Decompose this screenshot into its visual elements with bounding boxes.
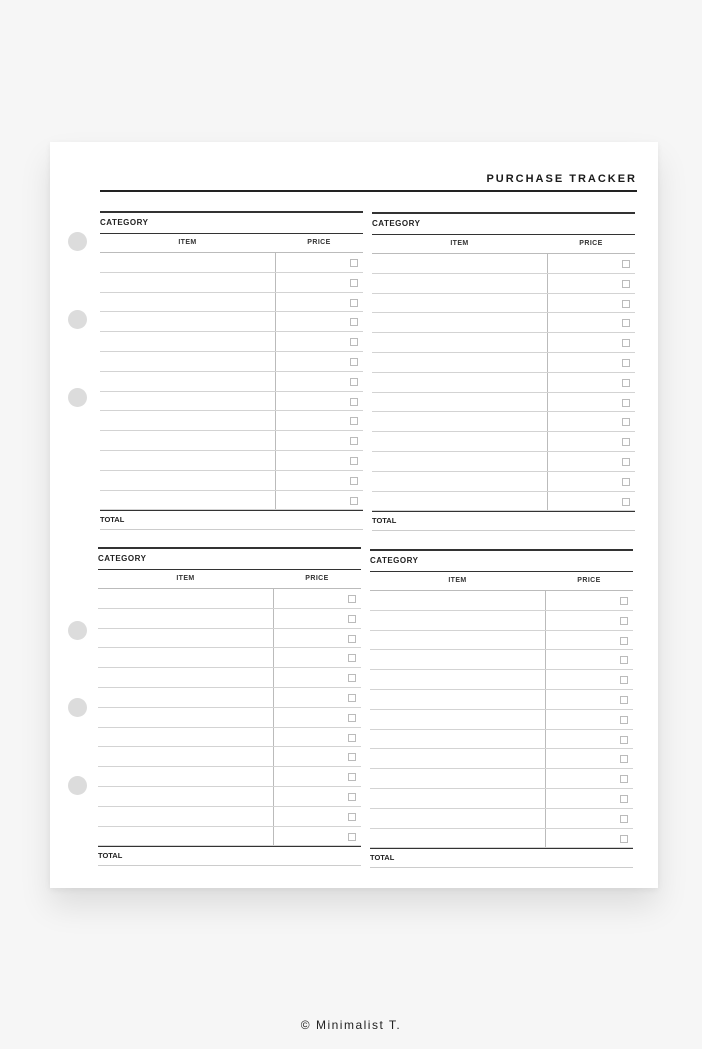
price-cell[interactable]: [548, 294, 635, 313]
table-row: [100, 451, 363, 471]
item-cell[interactable]: [100, 273, 276, 292]
punch-hole: [68, 776, 87, 795]
price-cell[interactable]: [548, 313, 635, 332]
total-label: TOTAL: [98, 846, 361, 866]
checkbox[interactable]: [350, 279, 358, 287]
category-label: CATEGORY: [372, 218, 421, 228]
price-cell[interactable]: [276, 332, 363, 351]
table-row: [370, 809, 633, 829]
table-row: [372, 274, 635, 294]
item-cell[interactable]: [372, 373, 548, 392]
checkbox[interactable]: [350, 318, 358, 326]
price-cell[interactable]: [548, 353, 635, 372]
price-cell[interactable]: [276, 352, 363, 371]
table-row: [372, 373, 635, 393]
checkbox[interactable]: [622, 438, 630, 446]
table-row: [372, 432, 635, 452]
price-cell[interactable]: [276, 312, 363, 331]
item-cell[interactable]: [372, 313, 548, 332]
item-cell[interactable]: [372, 353, 548, 372]
item-cell[interactable]: [98, 609, 274, 628]
item-cell[interactable]: [98, 668, 274, 687]
price-cell[interactable]: [276, 451, 363, 470]
price-cell[interactable]: [276, 411, 363, 430]
checkbox[interactable]: [622, 260, 630, 268]
table-row: [370, 591, 633, 611]
column-header: [98, 570, 361, 589]
table-row: [98, 767, 361, 787]
item-cell[interactable]: [100, 332, 276, 351]
price-cell[interactable]: [274, 668, 361, 687]
table-row: [370, 631, 633, 651]
checkbox[interactable]: [620, 617, 628, 625]
checkbox[interactable]: [350, 497, 358, 505]
table-row: [98, 827, 361, 847]
price-cell[interactable]: [274, 629, 361, 648]
price-cell[interactable]: [546, 591, 633, 610]
checkbox[interactable]: [350, 338, 358, 346]
table-row: [370, 650, 633, 670]
checkbox[interactable]: [348, 773, 356, 781]
price-cell[interactable]: [546, 809, 633, 828]
item-cell[interactable]: [98, 648, 274, 667]
price-cell[interactable]: [548, 274, 635, 293]
checkbox[interactable]: [622, 399, 630, 407]
item-cell[interactable]: [370, 650, 546, 669]
table-row: [98, 629, 361, 649]
total-label: TOTAL: [370, 848, 633, 868]
item-cell[interactable]: [98, 728, 274, 747]
checkbox[interactable]: [620, 597, 628, 605]
price-cell[interactable]: [548, 254, 635, 273]
table-row: [370, 611, 633, 631]
checkbox[interactable]: [348, 654, 356, 662]
punch-hole: [68, 621, 87, 640]
table-row: [100, 471, 363, 491]
tracker-block-bottom-left: [98, 547, 361, 866]
table-row: [370, 789, 633, 809]
table-row: [370, 730, 633, 750]
item-cell[interactable]: [100, 411, 276, 430]
checkbox[interactable]: [620, 775, 628, 783]
item-cell[interactable]: [370, 749, 546, 768]
checkbox[interactable]: [622, 319, 630, 327]
price-header: PRICE: [305, 575, 329, 582]
page-title: PURCHASE TRACKER: [486, 173, 637, 185]
item-cell[interactable]: [370, 730, 546, 749]
price-cell[interactable]: [548, 412, 635, 431]
price-cell[interactable]: [548, 472, 635, 491]
price-cell[interactable]: [274, 827, 361, 846]
price-cell[interactable]: [546, 730, 633, 749]
planner-page: [50, 142, 658, 888]
tracker-block-top-left: [100, 211, 363, 530]
checkbox[interactable]: [350, 437, 358, 445]
category-label: CATEGORY: [98, 553, 147, 563]
table-row: [98, 747, 361, 767]
item-cell[interactable]: [100, 431, 276, 450]
item-cell[interactable]: [100, 352, 276, 371]
price-cell[interactable]: [274, 609, 361, 628]
table-row: [370, 829, 633, 849]
item-cell[interactable]: [372, 333, 548, 352]
table-row: [372, 492, 635, 512]
price-header: PRICE: [577, 577, 601, 584]
copyright-footer: © Minimalist T.: [300, 1018, 402, 1032]
item-cell[interactable]: [372, 274, 548, 293]
checkbox[interactable]: [348, 615, 356, 623]
item-cell[interactable]: [98, 747, 274, 766]
checkbox[interactable]: [348, 753, 356, 761]
table-row: [372, 452, 635, 472]
price-cell[interactable]: [546, 690, 633, 709]
price-cell[interactable]: [546, 829, 633, 848]
table-row: [98, 648, 361, 668]
table-row: [370, 690, 633, 710]
item-cell[interactable]: [370, 670, 546, 689]
price-cell[interactable]: [276, 392, 363, 411]
item-cell[interactable]: [370, 809, 546, 828]
item-cell[interactable]: [372, 472, 548, 491]
table-row: [370, 710, 633, 730]
item-cell[interactable]: [100, 392, 276, 411]
item-cell[interactable]: [100, 451, 276, 470]
checkbox[interactable]: [350, 259, 358, 267]
checkbox[interactable]: [350, 398, 358, 406]
item-cell[interactable]: [100, 293, 276, 312]
item-cell[interactable]: [372, 254, 548, 273]
price-cell[interactable]: [546, 749, 633, 768]
checkbox[interactable]: [620, 716, 628, 724]
category-label: CATEGORY: [370, 555, 419, 565]
price-cell[interactable]: [546, 789, 633, 808]
price-cell[interactable]: [276, 253, 363, 272]
column-header: [100, 234, 363, 253]
table-row: [98, 807, 361, 827]
checkbox[interactable]: [348, 734, 356, 742]
table-row: [372, 333, 635, 353]
item-cell[interactable]: [370, 591, 546, 610]
total-label: TOTAL: [100, 510, 363, 530]
price-cell[interactable]: [546, 650, 633, 669]
price-cell[interactable]: [276, 293, 363, 312]
item-cell[interactable]: [98, 767, 274, 786]
column-header: [372, 235, 635, 254]
table-row: [372, 393, 635, 413]
checkbox[interactable]: [620, 676, 628, 684]
price-cell[interactable]: [548, 393, 635, 412]
checkbox[interactable]: [348, 714, 356, 722]
price-header: PRICE: [579, 240, 603, 247]
table-row: [372, 472, 635, 492]
table-row: [372, 294, 635, 314]
price-cell[interactable]: [276, 491, 363, 510]
item-cell[interactable]: [370, 769, 546, 788]
item-cell[interactable]: [100, 471, 276, 490]
punch-hole: [68, 698, 87, 717]
checkbox[interactable]: [622, 300, 630, 308]
item-cell[interactable]: [370, 690, 546, 709]
item-cell[interactable]: [98, 787, 274, 806]
table-row: [100, 253, 363, 273]
price-cell[interactable]: [274, 747, 361, 766]
item-cell[interactable]: [100, 253, 276, 272]
tracker-block-bottom-right: [370, 549, 633, 868]
table-row: [100, 332, 363, 352]
price-cell[interactable]: [276, 372, 363, 391]
price-cell[interactable]: [548, 373, 635, 392]
checkbox[interactable]: [620, 736, 628, 744]
item-cell[interactable]: [98, 629, 274, 648]
checkbox[interactable]: [350, 477, 358, 485]
title-divider: [100, 190, 637, 192]
table-row: [372, 412, 635, 432]
checkbox[interactable]: [350, 378, 358, 386]
price-cell[interactable]: [274, 767, 361, 786]
checkbox[interactable]: [622, 458, 630, 466]
table-row: [100, 392, 363, 412]
item-cell[interactable]: [100, 491, 276, 510]
table-row: [98, 728, 361, 748]
price-cell[interactable]: [548, 432, 635, 451]
checkbox[interactable]: [348, 595, 356, 603]
item-cell[interactable]: [98, 807, 274, 826]
item-cell[interactable]: [98, 688, 274, 707]
item-cell[interactable]: [98, 589, 274, 608]
price-cell[interactable]: [546, 670, 633, 689]
checkbox[interactable]: [620, 835, 628, 843]
table-row: [100, 352, 363, 372]
table-row: [98, 787, 361, 807]
item-cell[interactable]: [372, 412, 548, 431]
price-cell[interactable]: [548, 492, 635, 511]
checkbox[interactable]: [350, 299, 358, 307]
item-header: ITEM: [448, 577, 467, 584]
price-cell[interactable]: [276, 471, 363, 490]
checkbox[interactable]: [348, 674, 356, 682]
column-header: [370, 572, 633, 591]
price-cell[interactable]: [274, 708, 361, 727]
table-row: [100, 372, 363, 392]
checkbox[interactable]: [350, 358, 358, 366]
table-row: [98, 609, 361, 629]
item-cell[interactable]: [372, 294, 548, 313]
table-row: [100, 293, 363, 313]
item-header: ITEM: [178, 239, 197, 246]
checkbox[interactable]: [622, 339, 630, 347]
price-cell[interactable]: [546, 611, 633, 630]
checkbox[interactable]: [622, 359, 630, 367]
checkbox[interactable]: [622, 498, 630, 506]
table-row: [372, 353, 635, 373]
checkbox[interactable]: [350, 417, 358, 425]
item-cell[interactable]: [372, 393, 548, 412]
checkbox[interactable]: [348, 793, 356, 801]
item-cell[interactable]: [372, 432, 548, 451]
item-cell[interactable]: [370, 829, 546, 848]
item-cell[interactable]: [370, 789, 546, 808]
price-header: PRICE: [307, 239, 331, 246]
table-row: [372, 254, 635, 274]
checkbox[interactable]: [348, 694, 356, 702]
punch-hole: [68, 232, 87, 251]
table-row: [370, 749, 633, 769]
punch-hole: [68, 310, 87, 329]
price-cell[interactable]: [274, 787, 361, 806]
punch-hole: [68, 388, 87, 407]
total-label: TOTAL: [372, 511, 635, 531]
checkbox[interactable]: [350, 457, 358, 465]
table-row: [98, 708, 361, 728]
table-row: [100, 312, 363, 332]
checkbox[interactable]: [620, 755, 628, 763]
checkbox[interactable]: [620, 815, 628, 823]
item-cell[interactable]: [100, 372, 276, 391]
price-cell[interactable]: [274, 728, 361, 747]
table-row: [100, 273, 363, 293]
item-cell[interactable]: [372, 452, 548, 471]
item-cell[interactable]: [98, 708, 274, 727]
price-cell[interactable]: [546, 710, 633, 729]
item-cell[interactable]: [372, 492, 548, 511]
table-row: [98, 668, 361, 688]
category-label: CATEGORY: [100, 217, 149, 227]
price-cell[interactable]: [274, 688, 361, 707]
item-header: ITEM: [176, 575, 195, 582]
item-cell[interactable]: [370, 611, 546, 630]
checkbox[interactable]: [620, 637, 628, 645]
item-cell[interactable]: [370, 710, 546, 729]
table-row: [98, 589, 361, 609]
price-cell[interactable]: [548, 333, 635, 352]
price-cell[interactable]: [276, 431, 363, 450]
price-cell[interactable]: [276, 273, 363, 292]
item-cell[interactable]: [98, 827, 274, 846]
table-row: [100, 491, 363, 511]
checkbox[interactable]: [348, 635, 356, 643]
price-cell[interactable]: [274, 648, 361, 667]
tracker-block-top-right: [372, 212, 635, 531]
item-cell[interactable]: [370, 631, 546, 650]
checkbox[interactable]: [622, 478, 630, 486]
table-row: [98, 688, 361, 708]
table-row: [100, 431, 363, 451]
checkbox[interactable]: [622, 418, 630, 426]
checkbox[interactable]: [348, 833, 356, 841]
checkbox[interactable]: [348, 813, 356, 821]
checkbox[interactable]: [620, 795, 628, 803]
item-cell[interactable]: [100, 312, 276, 331]
table-row: [370, 769, 633, 789]
item-header: ITEM: [450, 240, 469, 247]
table-row: [100, 411, 363, 431]
price-cell[interactable]: [274, 807, 361, 826]
price-cell[interactable]: [274, 589, 361, 608]
table-row: [370, 670, 633, 690]
checkbox[interactable]: [620, 656, 628, 664]
checkbox[interactable]: [622, 280, 630, 288]
price-cell[interactable]: [548, 452, 635, 471]
table-row: [372, 313, 635, 333]
checkbox[interactable]: [620, 696, 628, 704]
price-cell[interactable]: [546, 769, 633, 788]
checkbox[interactable]: [622, 379, 630, 387]
price-cell[interactable]: [546, 631, 633, 650]
